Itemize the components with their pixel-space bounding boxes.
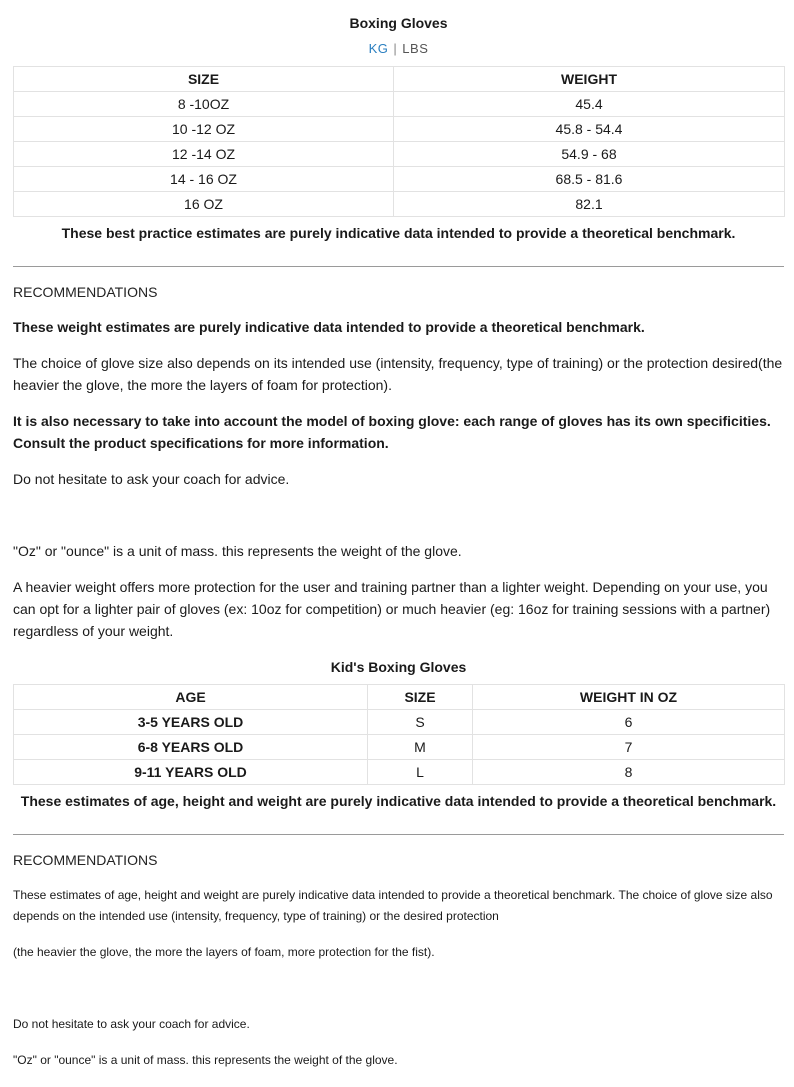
section-divider	[13, 266, 784, 267]
kids-table-note: These estimates of age, height and weight are purely indicative data intended to provide a theoretical benchmark.	[20, 793, 777, 809]
unit-separator: |	[393, 41, 398, 56]
table-row	[14, 92, 785, 117]
cell-weight: 7	[473, 735, 785, 760]
cell-weight: 6	[473, 710, 785, 735]
rec1-p3-wrap	[13, 410, 784, 454]
section-divider-wrap	[13, 834, 784, 835]
cell-size: 8 -10OZ	[14, 92, 394, 117]
unit-toggle	[13, 41, 784, 57]
rec1-p6-wrap	[13, 576, 784, 642]
cell-weight: 45.4	[394, 92, 785, 117]
recommendations-block-1	[13, 283, 784, 301]
section-divider-wrap	[13, 266, 784, 267]
cell-size: 16 OZ	[14, 192, 394, 217]
recommendation-paragraph: "Oz" or "ounce" is a unit of mass. this represents the weight of the glove.	[13, 1053, 398, 1067]
adult-note-wrap	[13, 224, 784, 242]
table-row	[14, 167, 785, 192]
rec1-p5-wrap	[13, 540, 784, 562]
recommendation-paragraph: The choice of glove size also depends on its intended use (intensity, frequency, type of training) or the protection desired(the heavier the glove, the more the layers of foam for protection).	[13, 355, 783, 393]
rec2-p2-wrap	[13, 942, 784, 963]
rec1-p1-wrap	[13, 316, 784, 338]
column-header-age: AGE	[14, 685, 368, 710]
adult-size-table	[13, 66, 785, 217]
cell-size: 14 - 16 OZ	[14, 167, 394, 192]
adult-size-table-wrap	[13, 66, 785, 217]
column-header-weight-oz: WEIGHT IN OZ	[473, 685, 785, 710]
recommendation-paragraph: It is also necessary to take into account the model of boxing glove: each range of gloves has its own specificities. Consult the product specifications for more information.	[13, 413, 771, 451]
recommendations-heading: RECOMMENDATIONS	[13, 284, 158, 300]
recommendations-block-2	[13, 851, 784, 869]
rec2-p4-wrap	[13, 1050, 784, 1071]
kids-size-table-wrap	[13, 684, 785, 785]
table-row	[14, 735, 785, 760]
recommendation-paragraph: A heavier weight offers more protection for the user and training partner than a lighter weight. Depending on your use, you can opt for a lighter pair of gloves (ex: 10oz for competition) or much heavier (eg: 16oz for training sessions with a partner) regardless of your weight.	[13, 579, 771, 639]
recommendations-heading: RECOMMENDATIONS	[13, 852, 158, 868]
recommendation-paragraph: These estimates of age, height and weight are purely indicative data intended to provide a theoretical benchmark. The choice of glove size also depends on the intended use (intensity, frequency, type of training) or the desired protection	[13, 888, 773, 923]
recommendation-paragraph: "Oz" or "ounce" is a unit of mass. this represents the weight of the glove.	[13, 543, 462, 559]
adult-table-note: These best practice estimates are purely indicative data intended to provide a theoretical benchmark.	[61, 225, 736, 241]
column-header-size: SIZE	[14, 67, 394, 92]
table-row	[14, 760, 785, 785]
cell-weight: 68.5 - 81.6	[394, 167, 785, 192]
cell-size: 10 -12 OZ	[14, 117, 394, 142]
kids-table-title-wrap	[13, 658, 784, 676]
table-row	[14, 710, 785, 735]
recommendation-paragraph: Do not hesitate to ask your coach for advice.	[13, 471, 290, 487]
cell-size: S	[368, 710, 473, 735]
table-header-row	[14, 67, 785, 92]
table-row	[14, 192, 785, 217]
adult-table-title: Boxing Gloves	[349, 15, 448, 31]
cell-age: 9-11 YEARS OLD	[14, 760, 368, 785]
recommendation-paragraph: Do not hesitate to ask your coach for advice.	[13, 1017, 250, 1031]
table-header-row	[14, 685, 785, 710]
cell-size: M	[368, 735, 473, 760]
column-header-weight: WEIGHT	[394, 67, 785, 92]
cell-weight: 8	[473, 760, 785, 785]
cell-age: 3-5 YEARS OLD	[14, 710, 368, 735]
rec2-p1-wrap	[13, 885, 784, 927]
unit-lbs-option[interactable]: LBS	[402, 41, 429, 56]
cell-weight: 54.9 - 68	[394, 142, 785, 167]
column-header-size: SIZE	[368, 685, 473, 710]
cell-weight: 45.8 - 54.4	[394, 117, 785, 142]
kids-size-table	[13, 684, 785, 785]
cell-size: 12 -14 OZ	[14, 142, 394, 167]
rec2-p3-wrap	[13, 1014, 784, 1035]
table-row	[14, 142, 785, 167]
recommendation-paragraph: (the heavier the glove, the more the layers of foam, more protection for the fist).	[13, 945, 435, 959]
section-divider	[13, 834, 784, 835]
rec1-p2-wrap	[13, 352, 784, 396]
cell-age: 6-8 YEARS OLD	[14, 735, 368, 760]
adult-table-title-wrap	[13, 14, 784, 32]
cell-weight: 82.1	[394, 192, 785, 217]
recommendation-paragraph: These weight estimates are purely indicative data intended to provide a theoretical benchmark.	[13, 319, 645, 335]
cell-size: L	[368, 760, 473, 785]
unit-kg-option[interactable]: KG	[368, 41, 389, 56]
kids-note-wrap	[13, 792, 784, 810]
rec1-p4-wrap	[13, 468, 784, 490]
kids-table-title: Kid's Boxing Gloves	[330, 659, 467, 675]
table-row	[14, 117, 785, 142]
